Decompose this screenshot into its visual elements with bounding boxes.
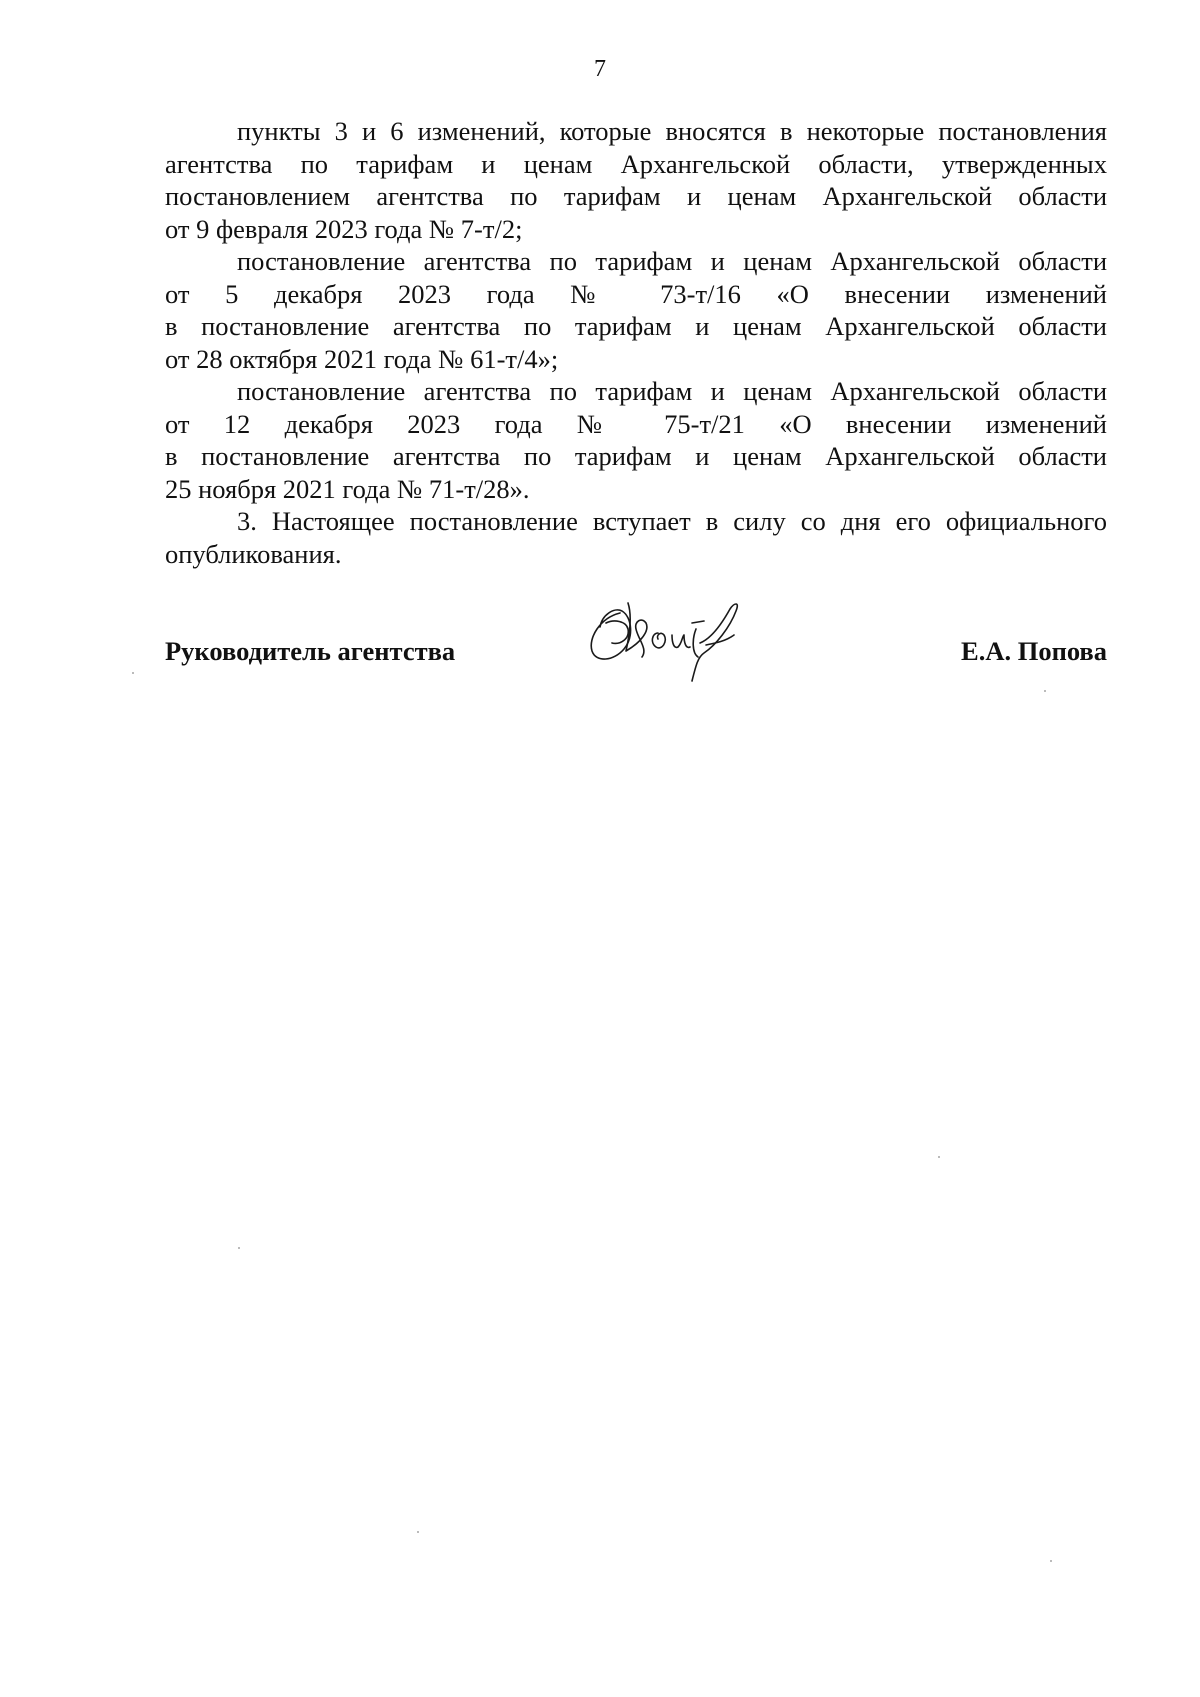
text-line: от 12 декабря 2023 года № 75-т/21 «О внесении изменений <box>165 408 1107 439</box>
scan-speck <box>132 672 134 674</box>
paragraph-amendments-items <box>165 115 1107 245</box>
document-body <box>165 115 1107 570</box>
text-line: 25 ноября 2021 года № 71-т/28». <box>165 473 530 504</box>
scan-speck <box>1050 1560 1052 1562</box>
text-line: постановлением агентства по тарифам и ценам Архангельской области <box>165 181 1107 211</box>
signatory-title: Руководитель агентства <box>165 636 456 666</box>
paragraph-resolution-73 <box>165 245 1107 375</box>
text-line: от 9 февраля 2023 года № 7-т/2; <box>165 213 523 244</box>
scan-speck <box>938 1156 940 1158</box>
text-line: пункты 3 и 6 изменений, которые вносятся в некоторые постановления <box>237 116 1107 146</box>
text-line: 3. Настоящее постановление вступает в силу со дня его официального <box>237 506 1107 536</box>
scan-speck <box>1044 690 1046 692</box>
signatory-name: Е.А. Попова <box>961 636 1107 666</box>
scan-speck <box>238 1247 240 1249</box>
handwritten-signature-icon <box>580 583 760 683</box>
text-line: в постановление агентства по тарифам и ценам Архангельской области <box>165 311 1107 341</box>
text-line: постановление агентства по тарифам и ценам Архангельской области <box>237 376 1107 406</box>
text-line: опубликования. <box>165 538 342 569</box>
text-line: постановление агентства по тарифам и ценам Архангельской области <box>237 246 1107 276</box>
text-line: агентства по тарифам и ценам Архангельской области, утвержденных <box>165 148 1107 179</box>
text-line: в постановление агентства по тарифам и ценам Архангельской области <box>165 441 1107 471</box>
text-line: от 28 октября 2021 года № 61-т/4»; <box>165 343 559 374</box>
page-number: 7 <box>594 56 606 82</box>
paragraph-resolution-75 <box>165 375 1107 505</box>
scan-speck <box>417 1531 419 1533</box>
paragraph-entry-into-force <box>165 505 1107 570</box>
text-line: от 5 декабря 2023 года № 73-т/16 «О внесении изменений <box>165 278 1107 309</box>
